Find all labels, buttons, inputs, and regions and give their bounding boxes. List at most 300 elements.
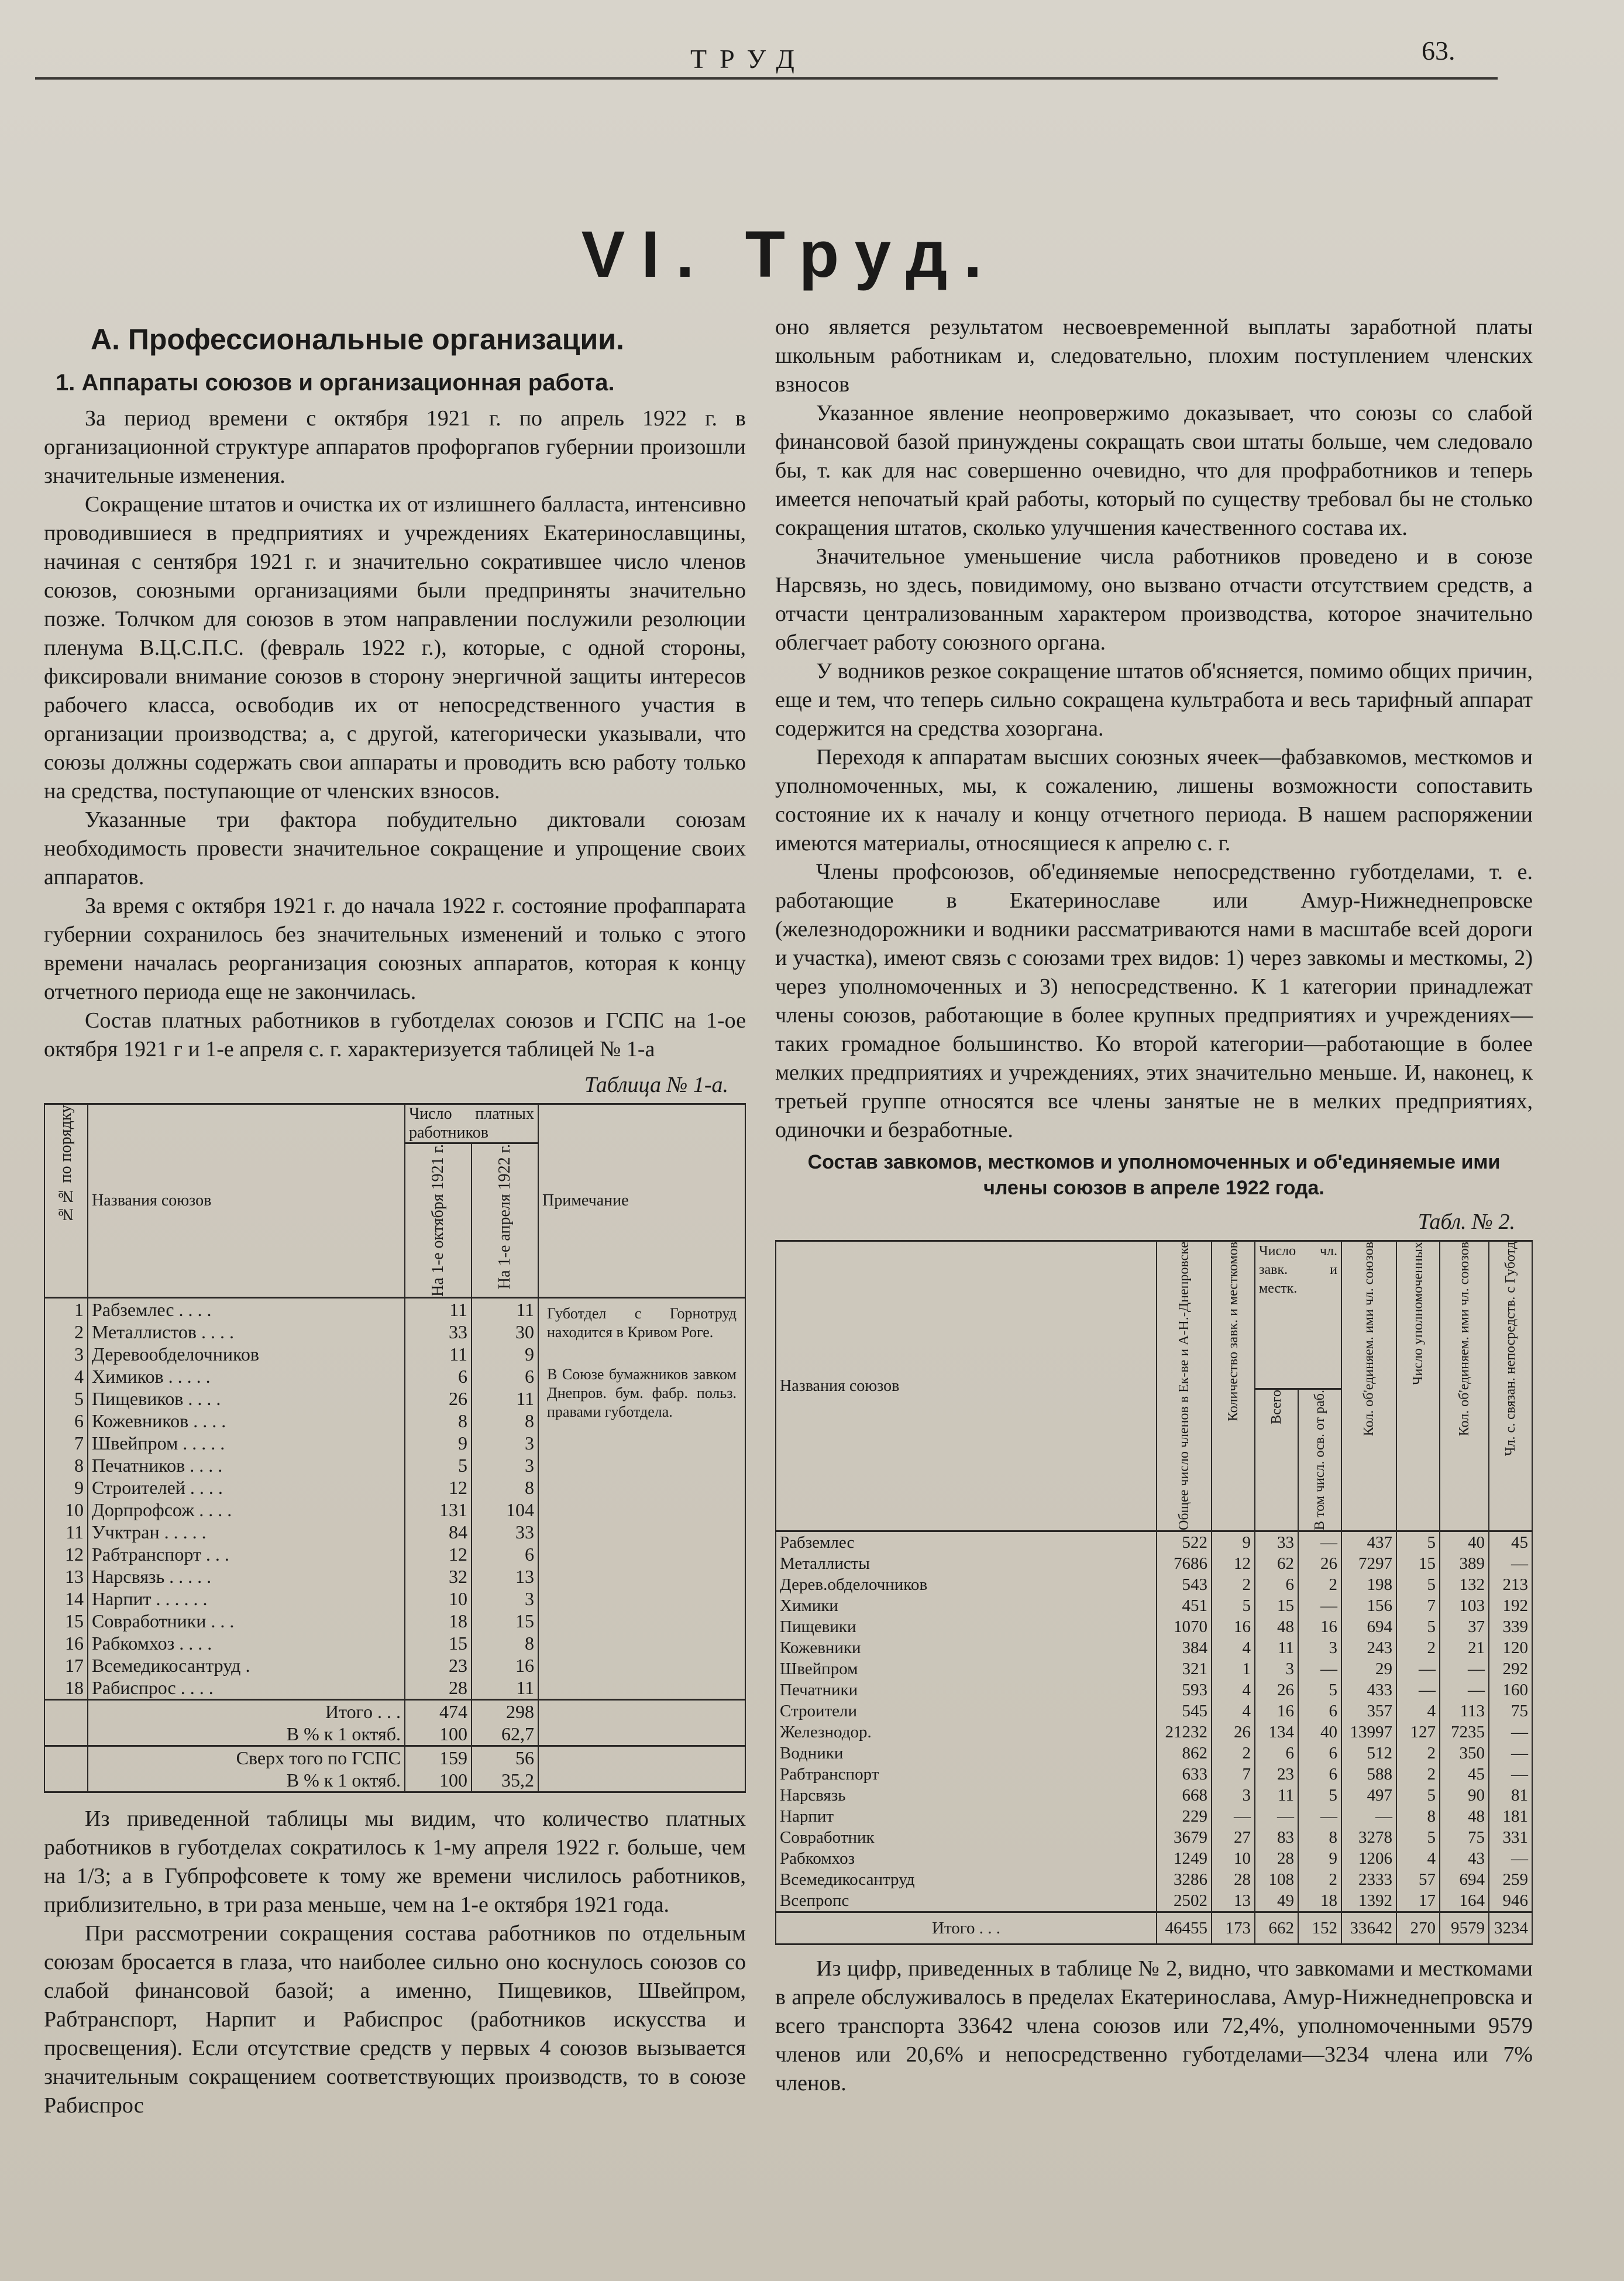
union-name: Рабтранспорт . . . — [88, 1543, 405, 1565]
total-cell: 46455 — [1157, 1912, 1212, 1945]
oct-value: 23 — [405, 1654, 472, 1677]
cell: 15 — [1396, 1553, 1440, 1574]
apr-value: 3 — [472, 1454, 538, 1476]
t2-header-c7: Кол. об'единяем. ими чл. союзов — [1457, 1242, 1472, 1437]
cell: 120 — [1489, 1637, 1532, 1658]
union-name: Рабтранспорт — [776, 1764, 1157, 1785]
cell: 18 — [1298, 1890, 1341, 1912]
paragraph: Переходя к аппаратам высших союзных ячеек—фабзавкомов, месткомов и уполномоченных, мы, к сожалению, лишены возможности сопоставить состояние их к началу и концу отчетного периода. В нашем распоряжении имеются материалы, относящиеся к апрелю с. г. — [775, 745, 1533, 856]
cell: 21232 — [1157, 1722, 1212, 1743]
cell: 6 — [1255, 1743, 1298, 1764]
t1-header-num: №№ по порядку — [57, 1105, 75, 1224]
cell: 26 — [1255, 1679, 1298, 1701]
table1-note: Губотдел с Горнотруд находится в Кривом Роге. — [547, 1304, 737, 1341]
cell: 5 — [1396, 1531, 1440, 1554]
cell: 2 — [1396, 1637, 1440, 1658]
cell: 4 — [1396, 1701, 1440, 1722]
cell: 7 — [1396, 1595, 1440, 1616]
oct-value: 9 — [405, 1432, 472, 1454]
cell: 40 — [1298, 1722, 1341, 1743]
table-row — [776, 1574, 1532, 1595]
header-rule — [35, 77, 1498, 80]
oct-value: 32 — [405, 1565, 472, 1588]
oct-value: 26 — [405, 1387, 472, 1410]
row-num: 14 — [44, 1588, 88, 1610]
apr-value: 13 — [472, 1565, 538, 1588]
table-row — [776, 1595, 1532, 1616]
table-row — [776, 1890, 1532, 1912]
cell: 23 — [1255, 1764, 1298, 1785]
cell: 127 — [1396, 1722, 1440, 1743]
cell: — — [1298, 1806, 1341, 1827]
t2-header-c1: Общее число членов в Ек-ве и А-Н.-Днепровске — [1176, 1242, 1192, 1530]
oct-value: 11 — [405, 1343, 472, 1365]
cell: 28 — [1212, 1869, 1255, 1890]
cell: — — [1396, 1658, 1440, 1679]
right-column — [775, 313, 1533, 2098]
table-row — [776, 1806, 1532, 1827]
cell: 160 — [1489, 1679, 1532, 1701]
running-title: ТРУД — [690, 44, 807, 74]
table-row — [776, 1616, 1532, 1637]
cell: 1070 — [1157, 1616, 1212, 1637]
cell: 229 — [1157, 1806, 1212, 1827]
cell: 5 — [1396, 1827, 1440, 1848]
total-cell: 270 — [1396, 1912, 1440, 1945]
paragraph: Из приведенной таблицы мы видим, что количество платных работников в губотделах сократилось к 1-му апреля 1922 г. больше, чем на 1/3; а в Губпрофсовете к тому же времени числилось работников, приблизительно, в три раза меньше, чем на 1-е октября 1921 года. — [44, 1806, 746, 1917]
cell: 543 — [1157, 1574, 1212, 1595]
cell: 4 — [1212, 1701, 1255, 1722]
cell: 156 — [1341, 1595, 1396, 1616]
cell: — — [1298, 1658, 1341, 1679]
cell: 522 — [1157, 1531, 1212, 1554]
oct-value: 15 — [405, 1632, 472, 1654]
oct-value: 10 — [405, 1588, 472, 1610]
oct-value: 33 — [405, 1321, 472, 1343]
total-cell: 9579 — [1440, 1912, 1489, 1945]
row-num: 13 — [44, 1565, 88, 1588]
table-row — [776, 1827, 1532, 1848]
cell: 2 — [1298, 1869, 1341, 1890]
paragraph: оно является результатом несвоевременной выплаты заработной платы школьным работникам и, следовательно, плохим поступлением членских взносов — [775, 315, 1533, 397]
table-row — [776, 1637, 1532, 1658]
union-name: Всепропс — [776, 1890, 1157, 1912]
paragraph: Из цифр, приведенных в таблице № 2, видно, что завкомами и месткомами в апреле обслуживалось в пределах Екатеринослава, Амур-Нижнеднепровска и всего транспорта 33642 члена союзов или 72,4%, уполномоченными 9579 членов или 20,6% и непосредственно губотделами—3234 члена или 7% членов. — [775, 1956, 1533, 2096]
gsps-pct-apr: 35,2 — [501, 1769, 534, 1791]
pct-apr: 62,7 — [501, 1723, 534, 1744]
union-name: Пищевиков . . . . — [88, 1387, 405, 1410]
cell: 16 — [1212, 1616, 1255, 1637]
cell: 8 — [1396, 1806, 1440, 1827]
cell: 11 — [1255, 1785, 1298, 1806]
cell: 75 — [1440, 1827, 1489, 1848]
cell: — — [1489, 1553, 1532, 1574]
total-cell: 662 — [1255, 1912, 1298, 1945]
t2-header-c4: В том числ. осв. от раб. — [1312, 1389, 1327, 1530]
oct-value: 84 — [405, 1521, 472, 1543]
t2-header-c3: Всего — [1269, 1389, 1284, 1424]
cell: 3 — [1255, 1658, 1298, 1679]
table-row — [776, 1722, 1532, 1743]
cell: 113 — [1440, 1701, 1489, 1722]
cell: 2 — [1212, 1743, 1255, 1764]
running-header — [0, 35, 1624, 82]
cell: 243 — [1341, 1637, 1396, 1658]
row-num: 4 — [44, 1365, 88, 1387]
cell: 11 — [1255, 1637, 1298, 1658]
cell: 45 — [1440, 1764, 1489, 1785]
cell: 15 — [1255, 1595, 1298, 1616]
total-row — [44, 1699, 745, 1746]
cell: 13997 — [1341, 1722, 1396, 1743]
oct-value: 8 — [405, 1410, 472, 1432]
cell: 40 — [1440, 1531, 1489, 1554]
total-apr: 298 — [506, 1701, 534, 1722]
paragraph: Указанное явление неопровержимо доказывает, что союзы со слабой финансовой базой принуждены сокращать свои штаты больше, чем следовало бы, т. как для нас совершенно очевидно, что для профработников и теперь имеется непочатый край работы, который по существу требовал бы не столько сокращения штатов, сколько улучшения качественного состава их. — [775, 401, 1533, 540]
union-name: Строителей . . . . — [88, 1476, 405, 1499]
cell: 3679 — [1157, 1827, 1212, 1848]
union-name: Печатников . . . . — [88, 1454, 405, 1476]
oct-value: 131 — [405, 1499, 472, 1521]
table2-caption: Табл. № 2. — [1417, 1210, 1515, 1234]
t2-header-c5: Кол. об'единяем. ими чл. союзов — [1361, 1242, 1377, 1437]
cell: 5 — [1298, 1679, 1341, 1701]
cell: 48 — [1440, 1806, 1489, 1827]
cell: 7297 — [1341, 1553, 1396, 1574]
union-name: Рабиспрос . . . . — [88, 1677, 405, 1700]
cell: 3 — [1298, 1637, 1341, 1658]
cell: 1392 — [1341, 1890, 1396, 1912]
section-title: А. Профессиональные организации. — [91, 323, 624, 356]
union-name: Учктран . . . . . — [88, 1521, 405, 1543]
cell: — — [1255, 1806, 1298, 1827]
apr-value: 33 — [472, 1521, 538, 1543]
cell: 437 — [1341, 1531, 1396, 1554]
t2-header-group: Число чл. завк. и местк. — [1259, 1243, 1337, 1296]
subsection-title: 1. Аппараты союзов и организационная работа. — [56, 370, 615, 396]
cell: 17 — [1396, 1890, 1440, 1912]
cell: 13 — [1212, 1890, 1255, 1912]
union-name: Дерев.обделочников — [776, 1574, 1157, 1595]
t2-header-c6: Число уполномоченных — [1410, 1242, 1426, 1386]
oct-value: 12 — [405, 1476, 472, 1499]
apr-value: 8 — [472, 1410, 538, 1432]
cell: 75 — [1489, 1701, 1532, 1722]
apr-value: 8 — [472, 1632, 538, 1654]
cell: 946 — [1489, 1890, 1532, 1912]
total-label: Итого . . . — [776, 1912, 1157, 1945]
cell: 2333 — [1341, 1869, 1396, 1890]
row-num: 18 — [44, 1677, 88, 1700]
table-row — [776, 1743, 1532, 1764]
cell: 83 — [1255, 1827, 1298, 1848]
cell: 29 — [1341, 1658, 1396, 1679]
apr-value: 11 — [472, 1387, 538, 1410]
union-name: Нарпит — [776, 1806, 1157, 1827]
cell: — — [1396, 1679, 1440, 1701]
cell: 633 — [1157, 1764, 1212, 1785]
row-num: 2 — [44, 1321, 88, 1343]
oct-value: 11 — [405, 1297, 472, 1321]
row-num: 15 — [44, 1610, 88, 1632]
union-name: Швейпром . . . . . — [88, 1432, 405, 1454]
cell: 57 — [1396, 1869, 1440, 1890]
total-oct: 474 — [439, 1701, 467, 1722]
cell: 164 — [1440, 1890, 1489, 1912]
gsps-oct: 159 — [439, 1747, 467, 1768]
total-cell: 33642 — [1341, 1912, 1396, 1945]
table-row — [776, 1701, 1532, 1722]
cell: — — [1440, 1679, 1489, 1701]
cell: 545 — [1157, 1701, 1212, 1722]
union-name: Рабкомхоз . . . . — [88, 1632, 405, 1654]
cell: 259 — [1489, 1869, 1532, 1890]
cell: — — [1489, 1764, 1532, 1785]
cell: 213 — [1489, 1574, 1532, 1595]
row-num: 9 — [44, 1476, 88, 1499]
cell: 1206 — [1341, 1848, 1396, 1869]
apr-value: 3 — [472, 1432, 538, 1454]
union-name: Химики — [776, 1595, 1157, 1616]
t2-header-name: Названия союзов — [780, 1376, 900, 1395]
apr-value: 16 — [472, 1654, 538, 1677]
cell: 6 — [1255, 1574, 1298, 1595]
row-num: 6 — [44, 1410, 88, 1432]
cell: 10 — [1212, 1848, 1255, 1869]
cell: — — [1440, 1658, 1489, 1679]
cell: 512 — [1341, 1743, 1396, 1764]
table1-note: В Союзе бумажников завком Днепров. бум. фабр. польз. правами губотдела. — [547, 1365, 737, 1420]
apr-value: 30 — [472, 1321, 538, 1343]
cell: 3 — [1212, 1785, 1255, 1806]
pct-oct: 100 — [439, 1723, 467, 1744]
union-name: Нарсвязь . . . . . — [88, 1565, 405, 1588]
table-2 — [775, 1240, 1533, 1945]
union-name: Деревообделочников — [88, 1343, 405, 1365]
cell: 26 — [1298, 1553, 1341, 1574]
paragraph: Указанные три фактора побудительно диктовали союзам необходимость провести значительное сокращение и упрощение своих аппаратов. — [44, 808, 746, 889]
total-cell: 173 — [1212, 1912, 1255, 1945]
table-row — [776, 1764, 1532, 1785]
cell: 331 — [1489, 1827, 1532, 1848]
paragraph: За время с октября 1921 г. до начала 1922 г. состояние профаппарата губернии сохранилось без значительных изменений и только с этого времени началась реорганизация союзных аппаратов, которая к концу отчетного периода еще не закончилась. — [44, 894, 746, 1004]
cell: 694 — [1341, 1616, 1396, 1637]
cell: 1 — [1212, 1658, 1255, 1679]
apr-value: 11 — [472, 1677, 538, 1700]
row-num: 11 — [44, 1521, 88, 1543]
t1-header-group: Число платных работников — [409, 1105, 534, 1142]
union-name: Пищевики — [776, 1616, 1157, 1637]
apr-value: 6 — [472, 1543, 538, 1565]
cell: 26 — [1212, 1722, 1255, 1743]
apr-value: 8 — [472, 1476, 538, 1499]
cell: 192 — [1489, 1595, 1532, 1616]
row-num: 17 — [44, 1654, 88, 1677]
cell: 339 — [1489, 1616, 1532, 1637]
oct-value: 5 — [405, 1454, 472, 1476]
cell: 181 — [1489, 1806, 1532, 1827]
cell: — — [1489, 1848, 1532, 1869]
cell: 134 — [1255, 1722, 1298, 1743]
pct-label: В % к 1 октяб. — [286, 1723, 401, 1744]
union-name: Совработник — [776, 1827, 1157, 1848]
table-row — [776, 1658, 1532, 1679]
row-num: 5 — [44, 1387, 88, 1410]
union-name: Строители — [776, 1701, 1157, 1722]
cell: 3286 — [1157, 1869, 1212, 1890]
gsps-pct-oct: 100 — [439, 1769, 467, 1791]
cell: 43 — [1440, 1848, 1489, 1869]
t1-header-note: Примечание — [542, 1191, 629, 1210]
table1-caption: Таблица № 1-а. — [584, 1073, 728, 1097]
cell: — — [1212, 1806, 1255, 1827]
table-row — [776, 1785, 1532, 1806]
paragraph: Члены профсоюзов, об'единяемые непосредственно губотделами, т. е. работающие в Екатеринославе или Амур-Нижнеднепровске (железнодорожники и водники рассматриваются нами в масштабе всей дороги и участка), имеют связь с союзами трех видов: 1) через завкомы и месткомы, 2) через уполномоченных и 3) непосредственно. К 1 категории принадлежат члены союзов, работающие в более крупных предприятиях и учреждениях—таких громадное большинство. Ко второй категории—работающие в более мелких предприятиях и учреждениях, этих значительно меньше. И, наконец, к третьей группе относятся все члены занятые не в мелких предприятиях, одиночки и безработные. — [775, 860, 1533, 1142]
cell: 5 — [1396, 1574, 1440, 1595]
table-row — [776, 1531, 1532, 1554]
t1-header-name: Названия союзов — [92, 1191, 212, 1210]
union-name: Дорпрофсож . . . . — [88, 1499, 405, 1521]
cell: 103 — [1440, 1595, 1489, 1616]
cell: 62 — [1255, 1553, 1298, 1574]
table-row — [776, 1679, 1532, 1701]
cell: — — [1489, 1722, 1532, 1743]
union-name: Швейпром — [776, 1658, 1157, 1679]
cell: 81 — [1489, 1785, 1532, 1806]
cell: 16 — [1298, 1616, 1341, 1637]
row-num: 8 — [44, 1454, 88, 1476]
cell: 12 — [1212, 1553, 1255, 1574]
apr-value: 3 — [472, 1588, 538, 1610]
t2-header-c8: Чл. с. связан. непосредств. с Губотд — [1503, 1242, 1518, 1456]
cell: 16 — [1255, 1701, 1298, 1722]
cell: 9 — [1212, 1531, 1255, 1554]
apr-value: 6 — [472, 1365, 538, 1387]
cell: 389 — [1440, 1553, 1489, 1574]
cell: 433 — [1341, 1679, 1396, 1701]
cell: 4 — [1396, 1848, 1440, 1869]
cell: 4 — [1212, 1637, 1255, 1658]
apr-value: 104 — [472, 1499, 538, 1521]
union-name: Металлистов . . . . — [88, 1321, 405, 1343]
row-num: 7 — [44, 1432, 88, 1454]
row-num: 3 — [44, 1343, 88, 1365]
cell: 45 — [1489, 1531, 1532, 1554]
row-num: 10 — [44, 1499, 88, 1521]
t1-header-oct: На 1-е октября 1921 г. — [429, 1144, 447, 1297]
cell: 7235 — [1440, 1722, 1489, 1743]
cell: 350 — [1440, 1743, 1489, 1764]
union-name: Химиков . . . . . — [88, 1365, 405, 1387]
cell: 2 — [1298, 1574, 1341, 1595]
cell: 451 — [1157, 1595, 1212, 1616]
union-name: Печатники — [776, 1679, 1157, 1701]
t1-header-apr: На 1-е апреля 1922 г. — [496, 1144, 514, 1290]
cell: 2 — [1212, 1574, 1255, 1595]
row-num: 1 — [44, 1297, 88, 1321]
table-1a — [44, 1103, 746, 1793]
cell: 7686 — [1157, 1553, 1212, 1574]
cell: 9 — [1298, 1848, 1341, 1869]
cell: 2 — [1396, 1743, 1440, 1764]
oct-value: 28 — [405, 1677, 472, 1700]
cell: 6 — [1298, 1701, 1341, 1722]
gsps-label: Сверх того по ГСПС — [236, 1747, 401, 1768]
paragraph: У водников резкое сокращение штатов об'ясняется, помимо общих причин, еще и тем, что теперь сильно сокращена культработа и весь тарифный аппарат содержится на средства хозоргана. — [775, 659, 1533, 741]
union-name: Водники — [776, 1743, 1157, 1764]
table-row — [44, 1297, 745, 1321]
t2-header-c2: Количество завк. и месткомов — [1226, 1242, 1241, 1421]
cell: 27 — [1212, 1827, 1255, 1848]
cell: 384 — [1157, 1637, 1212, 1658]
cell: 2502 — [1157, 1890, 1212, 1912]
table-row — [776, 1553, 1532, 1574]
cell: — — [1298, 1531, 1341, 1554]
cell: 5 — [1396, 1785, 1440, 1806]
cell: 3278 — [1341, 1827, 1396, 1848]
total-label: Итого . . . — [325, 1701, 401, 1722]
left-column — [44, 319, 746, 2120]
oct-value: 18 — [405, 1610, 472, 1632]
cell: — — [1298, 1595, 1341, 1616]
cell: 90 — [1440, 1785, 1489, 1806]
paragraph: При рассмотрении сокращения состава работников по отдельным союзам бросается в глаза, что наиболее сильно оно коснулось союзов со слабой финансовой базой; а именно, Пищевиков, Швейпром, Рабтранспорт, Нарпит и Рабиспрос (работников искусства и просвещения). Если отсутствие средств у первых 4 союзов вызывается значительным сокращением соответствующих производств, то в союзе Рабиспрос — [44, 1921, 746, 2118]
cell: 4 — [1212, 1679, 1255, 1701]
cell: 5 — [1212, 1595, 1255, 1616]
cell: 108 — [1255, 1869, 1298, 1890]
cell: 5 — [1396, 1616, 1440, 1637]
cell: 588 — [1341, 1764, 1396, 1785]
cell: 321 — [1157, 1658, 1212, 1679]
apr-value: 9 — [472, 1343, 538, 1365]
union-name: Нарсвязь — [776, 1785, 1157, 1806]
cell: 668 — [1157, 1785, 1212, 1806]
cell: 593 — [1157, 1679, 1212, 1701]
cell: 357 — [1341, 1701, 1396, 1722]
cell: 6 — [1298, 1764, 1341, 1785]
union-name: Совработники . . . — [88, 1610, 405, 1632]
cell: 8 — [1298, 1827, 1341, 1848]
cell: 862 — [1157, 1743, 1212, 1764]
union-name: Всемедикосантруд . — [88, 1654, 405, 1677]
row-num: 12 — [44, 1543, 88, 1565]
cell: — — [1341, 1806, 1396, 1827]
total-cell: 3234 — [1489, 1912, 1532, 1945]
cell: 497 — [1341, 1785, 1396, 1806]
table-row — [776, 1869, 1532, 1890]
gsps-apr: 56 — [515, 1747, 534, 1768]
union-name: Кожевников . . . . — [88, 1410, 405, 1432]
total-row — [776, 1912, 1532, 1945]
row-num: 16 — [44, 1632, 88, 1654]
oct-value: 6 — [405, 1365, 472, 1387]
cell: 7 — [1212, 1764, 1255, 1785]
union-name: Металлисты — [776, 1553, 1157, 1574]
union-name: Железнодор. — [776, 1722, 1157, 1743]
cell: 48 — [1255, 1616, 1298, 1637]
union-name: Кожевники — [776, 1637, 1157, 1658]
gsps-pct-label: В % к 1 октяб. — [286, 1769, 401, 1791]
paragraph: Значительное уменьшение числа работников проведено и в союзе Нарсвязь, но здесь, повидимому, оно вызвано отчасти отсутствием средств, а отчасти централизованным характером производства, которое значительно облегчает работу союзного органа. — [775, 544, 1533, 655]
cell: 49 — [1255, 1890, 1298, 1912]
cell: 37 — [1440, 1616, 1489, 1637]
union-name: Всемедикосантруд — [776, 1869, 1157, 1890]
cell: 694 — [1440, 1869, 1489, 1890]
apr-value: 11 — [472, 1297, 538, 1321]
paragraph: Состав платных работников в губотделах союзов и ГСПС на 1-ое октября 1921 г и 1-е апреля с. г. характеризуется таблицей № 1-а — [44, 1008, 746, 1062]
page-number: 63. — [1422, 36, 1456, 66]
paragraph: За период времени с октября 1921 г. по апрель 1922 г. в организационной структуре аппаратов профоргапов губернии произошли значительные изменения. — [44, 406, 746, 488]
